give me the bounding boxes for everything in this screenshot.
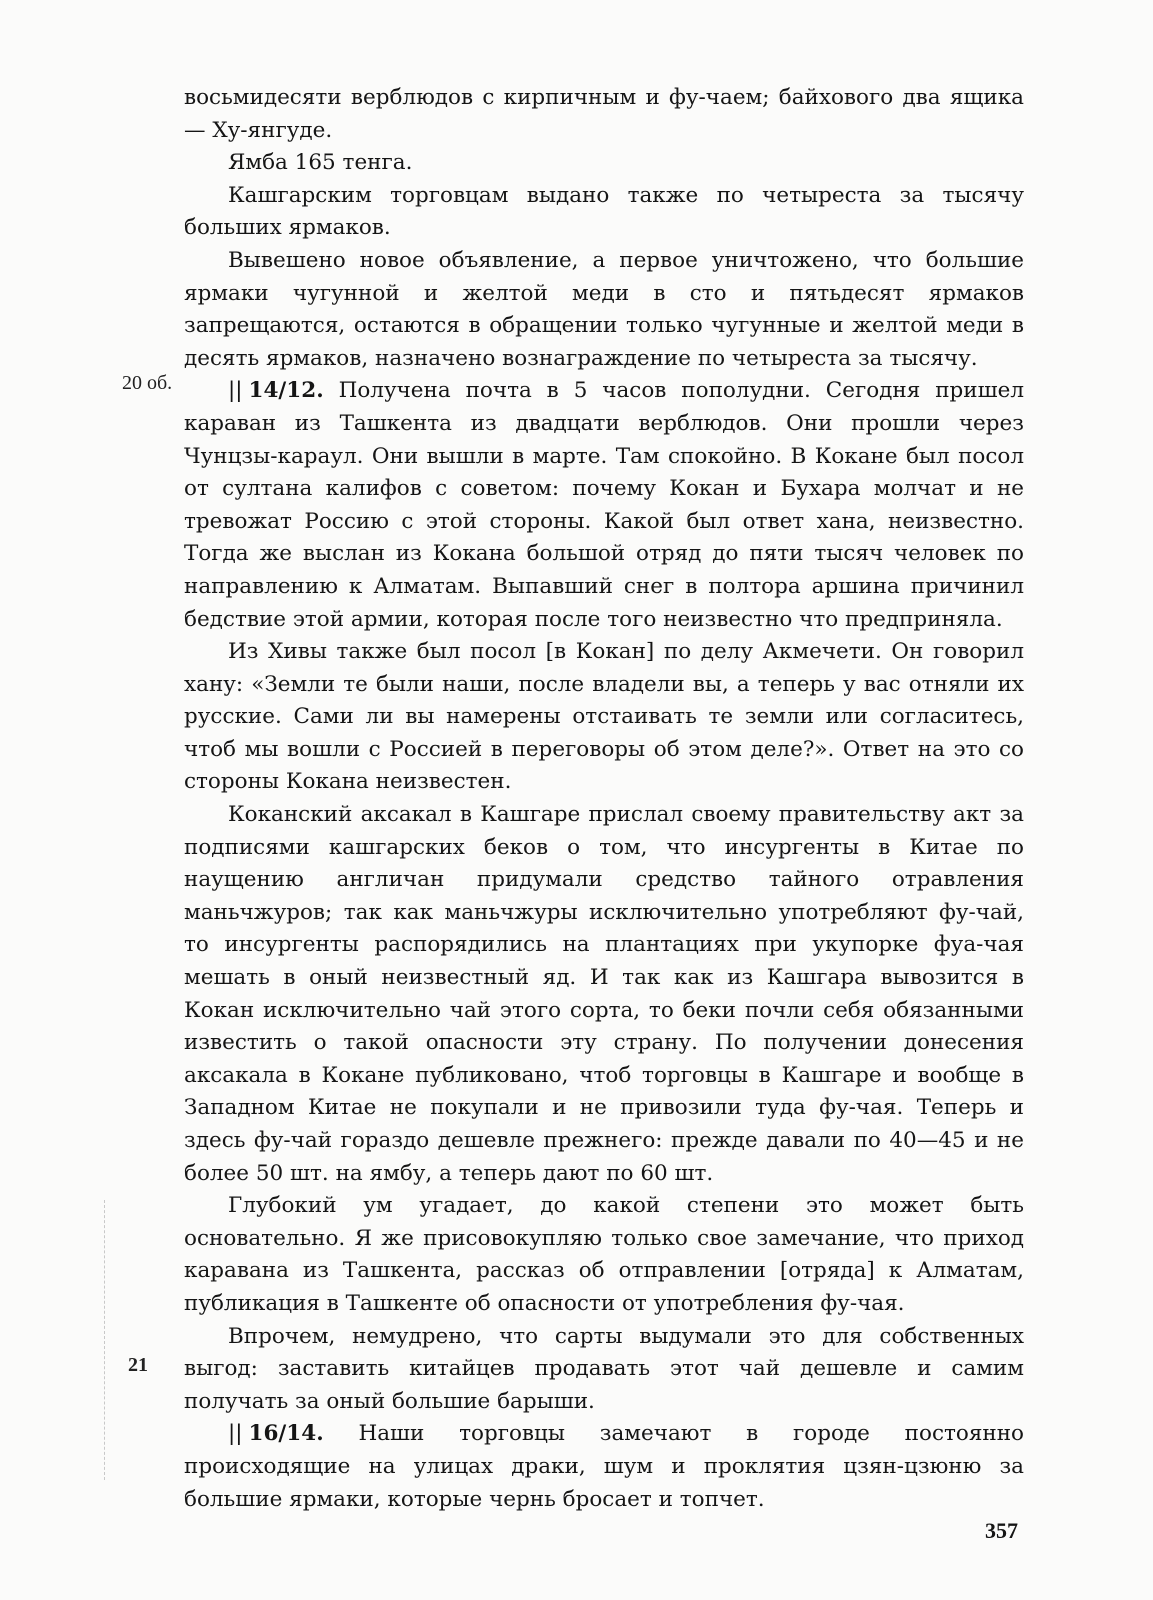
paragraph: Вывешено новое объявление, а первое уничтожено, что большие ярмаки чугунной и желтой меди в сто и пятьдесят ярмаков запрещаются, остаются в обращении только чугунные и желтой меди в десять ярмаков, назначено вознаграждение по четыреста за тысячу. (184, 247, 1024, 371)
paragraph: Ямба 165 тенга. (228, 150, 413, 176)
paragraph: Из Хивы также был посол [в Кокан] по делу Акмечети. Он говорил хану: «Земли те были наши, после владели вы, а теперь у вас отняли их русские. Сами ли вы намерены отстаивать те земли или согласитесь, чтоб мы вошли с Россией в переговоры об этом деле?». Ответ на это со стороны Кокана неизвестен. (184, 639, 1024, 795)
paragraph: Коканский аксакал в Кашгаре прислал своему правительству акт за подписями кашгарских беков о том, что инсургенты в Китае по наущению англичан придумали средство тайного отравления маньчжуров; так как маньчжуры исключительно употребляют фу-чай, то инсургенты распорядились на плантациях при укупорке фуа-чая мешать в оный неизвестный яд. И так как из Кашгара вывозится в Кокан исключительно чай этого сорта, то беки почли себя обязанными известить о такой опасности эту страну. По получении донесения аксакала в Кокане публиковано, чтоб торговцы в Кашгаре и вообще в Западном Китае не покупали и не привозили туда фу-чая. Теперь и здесь фу-чай гораздо дешевле прежнего: прежде давали по 40—45 и не более 50 шт. на ямбу, а теперь дают по 60 шт. (184, 802, 1024, 1186)
paragraph: Впрочем, немудрено, что сарты выдумали это для собственных выгод: заставить китайцев продавать этот чай дешевле и самим получать за оный большие барыши. (184, 1323, 1024, 1414)
entry-separator: || (228, 1421, 243, 1447)
entry-text: Получена почта в 5 часов пополудни. Сегодня пришел караван из Ташкента из двадцати верблюдов. Они прошли через Чунцзы-караул. Они вышли в марте. Там спокойно. В Кокане был посол от султана калифов с советом: почему Кокан и Бухара молчат и не тревожат Россию с этой стороны. Какой был ответ хана, неизвестно. Тогда же выслан из Кокана большой отряд до пяти тысяч человек по направлению к Алматам. Выпавший снег в полтора аршина причинил бедствие этой армии, которая после того неизвестно что предприняла. (184, 378, 1024, 632)
entry-date: 16/14. (248, 1421, 324, 1447)
entry-text: Наши торговцы замечают в городе постоянно происходящие на улицах драки, шум и проклятия цзян-цзюню за большие ярмаки, которые чернь бросает и топчет. (184, 1421, 1024, 1512)
diary-entry-16-14 (184, 1418, 1024, 1516)
paragraph: восьмидесяти верблюдов с кирпичным и фу-чаем; байхового два ящика — Ху-янгуде. (184, 85, 1024, 143)
paragraph: Глубокий ум угадает, до какой степени это может быть основательно. Я же присовокупляю только свое замечание, что приход каравана из Ташкента, рассказ об отправлении [отряда] к Алматам, публикация в Ташкенте об опасности от употребления фу-чая. (184, 1193, 1024, 1316)
paragraph: Кашгарским торговцам выдано также по четыреста за тысячу больших ярмаков. (184, 182, 1024, 241)
entry-separator: || (228, 378, 243, 404)
diary-entry-14-12 (184, 375, 1024, 636)
scan-edge-line (104, 1200, 105, 1480)
entry-date: 14/12. (248, 378, 324, 404)
page-text (184, 82, 1024, 1516)
margin-note-folio-20v: 20 об. (122, 372, 173, 394)
page-number: 357 (985, 1518, 1018, 1543)
margin-note-folio-21: 21 (128, 1354, 148, 1376)
